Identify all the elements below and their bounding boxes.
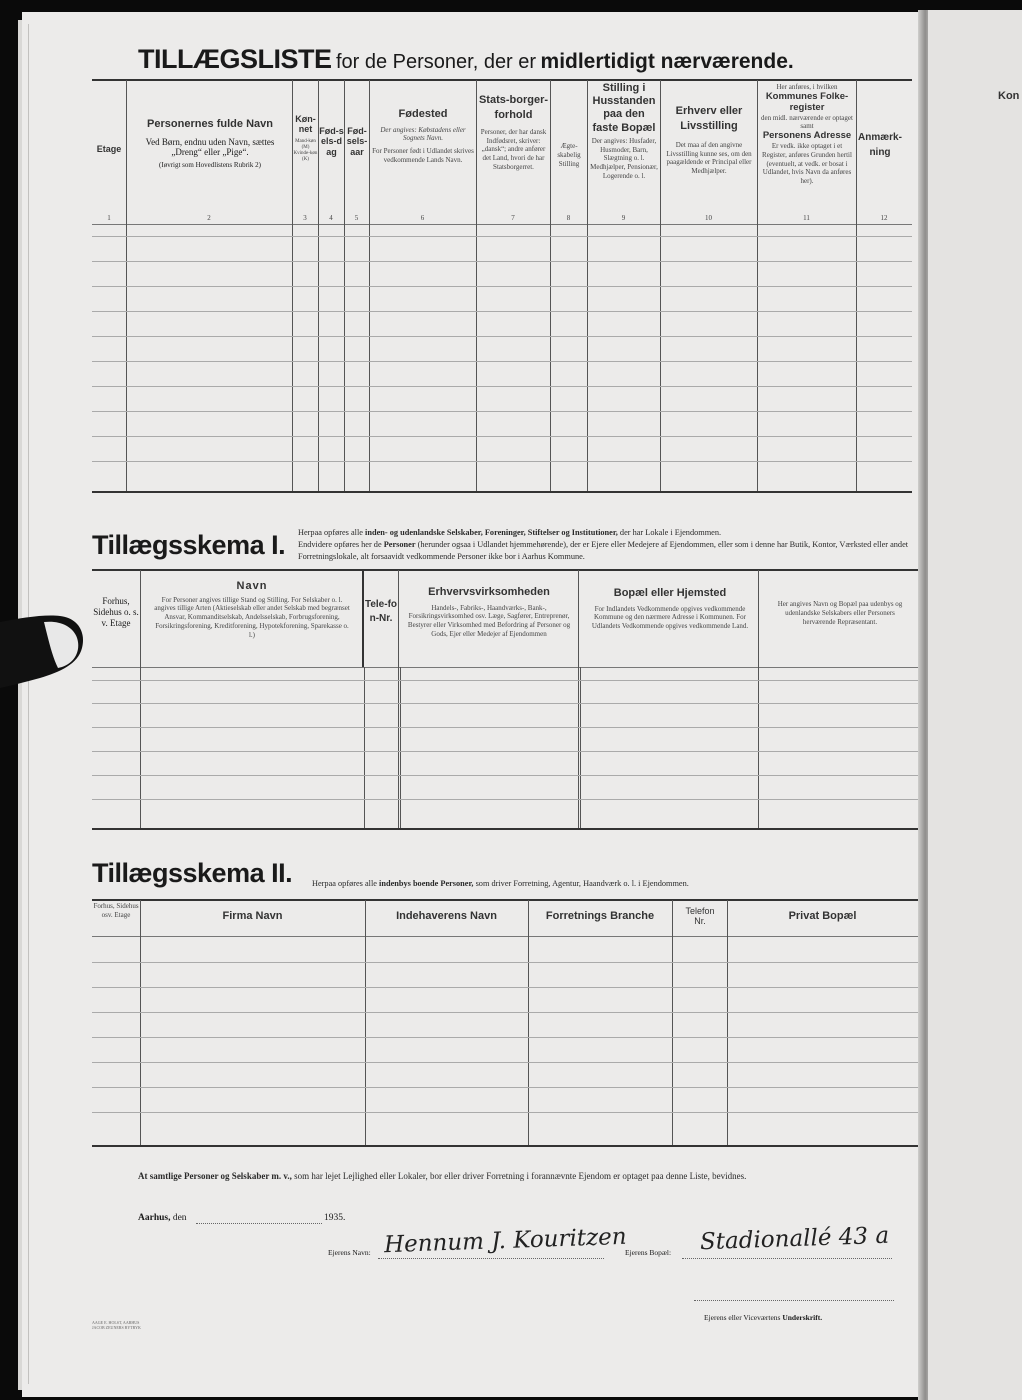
- row-line: [92, 775, 918, 776]
- skema1-col-residence-note: For Indlandets Vedkommende opgives vedkommende Kommune og den nærmere Adresse i Kommunen. For Udlandets Vedkommende opgives vedkommende Land.: [591, 604, 749, 631]
- col-address-pre2: Kommunes Folke-register: [765, 90, 849, 113]
- skema2-col-firm: Firma Navn: [222, 910, 283, 922]
- col-divider: [758, 570, 759, 828]
- date-blank: [196, 1223, 322, 1224]
- row-line: [92, 727, 918, 728]
- header-bottom-border: [92, 224, 912, 225]
- signature-label: Ejerens eller Viceværtens: [704, 1313, 781, 1322]
- skema1-col-phone: Tele-fon-Nr.: [364, 599, 398, 624]
- row-line: [92, 361, 912, 362]
- col-citizenship-note: Personer, der har dansk Indfødsret, skriver: „dansk“; andre anfører det Land, hvori de har Statsborgerret.: [480, 127, 547, 171]
- main-title-emph: midlertidigt nærværende.: [540, 50, 794, 73]
- row-line: [92, 236, 912, 237]
- col-divider: [727, 900, 728, 1145]
- skema1-col-representative: Her angives Navn og Bopæl paa udenbys og udenlandske Selskabers eller Personers herværende Repræsentant.: [777, 600, 903, 626]
- col-birthyear-heading: Fød-sels-aar: [346, 126, 368, 157]
- skema1-title: Tillægsskema I.: [92, 530, 286, 560]
- skema1-top-border: [92, 569, 918, 571]
- col-birthplace-note: Der angives: Købstadens eller Sognets Navn.: [380, 125, 466, 143]
- row-line: [92, 336, 912, 337]
- col-number: 3: [303, 214, 307, 222]
- col-number: 8: [566, 214, 571, 222]
- row-line: [92, 311, 912, 312]
- paper-edge-inner: [28, 24, 33, 1384]
- col-citizenship-header: [478, 93, 549, 172]
- row-line: [92, 386, 912, 387]
- skema1-col-name-header: [152, 580, 352, 639]
- col-sex-header: [293, 114, 318, 164]
- table-top-border: [92, 79, 912, 81]
- main-title-bold: TILLÆGSLISTE: [138, 44, 332, 74]
- row-line: [92, 962, 918, 963]
- col-birthplace-header: [372, 108, 474, 165]
- date-line: [138, 1213, 187, 1223]
- date-city: Aarhus,: [138, 1213, 171, 1223]
- col-household-header: [589, 82, 659, 181]
- skema2-col-private-address: Privat Bopæl: [788, 910, 857, 922]
- col-marital-note: Ægte-skabelig Stilling: [557, 142, 581, 168]
- owner-name-handwriting: Hennum J. Kouritzen: [383, 1223, 628, 1259]
- skema2-col-etage: Forhus, Sidehus osv. Etage: [93, 902, 139, 919]
- col-number: 4: [329, 214, 333, 222]
- col-divider: [578, 570, 579, 828]
- col-divider: [400, 667, 401, 828]
- skema1-intro-a: Herpaa opføres alle: [298, 528, 363, 537]
- owner-address-handwriting: Stadionallé 43 a: [699, 1222, 890, 1256]
- skema1-header-border: [92, 667, 918, 668]
- finger-image: [0, 612, 88, 688]
- owner-address-line: [682, 1258, 892, 1259]
- table-bottom-border: [92, 491, 912, 493]
- col-name-note2: (Iøvrigt som Hovedlistens Rubrik 2): [159, 161, 261, 170]
- col-divider: [672, 900, 673, 1145]
- row-line: [92, 261, 912, 262]
- row-line: [92, 703, 918, 704]
- skema2-title: Tillægsskema II.: [92, 858, 293, 888]
- skema2-intro-b: indenbys boende Personer,: [379, 879, 474, 888]
- row-line: [92, 1062, 918, 1063]
- col-occupation-note: Det maa af den angivne Livsstilling kunne ses, om den paagældende er Principal eller Medhjælper.: [666, 140, 752, 176]
- col-birthplace-note2: For Personer født i Udlandet skrives vedkommende Lands Navn.: [372, 147, 474, 164]
- col-divider: [364, 667, 365, 828]
- col-name-heading: Personernes fulde Navn: [147, 118, 273, 130]
- signature-label-bold: Underskrift.: [782, 1313, 823, 1322]
- col-household-note: Der angives: Husfader, Husmoder, Barn, Slægtning o. l. Medhjælper, Pensionær, Logerende o. l.: [590, 136, 658, 180]
- skema2-col-branch: Forretnings Branche: [545, 910, 655, 922]
- skema1-col-etage: Forhus, Sidehus o. s. v. Etage: [93, 596, 139, 628]
- col-number: 10: [705, 214, 712, 222]
- col-number: 9: [621, 214, 626, 222]
- col-address-heading: Personens Adresse: [762, 130, 852, 142]
- row-line: [92, 1037, 918, 1038]
- col-number: 5: [354, 214, 359, 222]
- col-remark-heading: Anmærk-ning: [858, 132, 902, 158]
- skema1-intro-e: Personer: [383, 540, 416, 549]
- col-occupation-header: [662, 104, 756, 176]
- skema2-col-owner: Indehaverens Navn: [396, 910, 497, 922]
- row-line: [92, 680, 918, 681]
- skema1-col-business-note: Handels-, Fabriks-, Haandværks-, Bank-, Forsikringsvirksomhed osv. Læge, Sagfører, Entreprenør, Bestyrer eller Virksomhed med Befordring af Personer og Gods, Ejer eller Medejer af Ejendommen: [407, 603, 571, 638]
- skema2-intro: [312, 878, 912, 890]
- row-line: [92, 1012, 918, 1013]
- skema1-col-business: Erhvervsvirksomheden: [428, 586, 550, 598]
- col-divider: [398, 570, 399, 828]
- facing-page: [928, 10, 1022, 1400]
- col-address-pre3: den midl. nærværende er optaget samt: [761, 113, 853, 131]
- skema2-intro-c: som driver Forretning, Agentur, Haandværk o. l. i Ejendommen.: [475, 879, 689, 888]
- col-name-note: Ved Børn, endnu uden Navn, sættes „Dreng“ eller „Pige“.: [145, 136, 275, 157]
- col-sex-heading: Køn-net: [295, 114, 316, 135]
- col-divider: [140, 900, 141, 1145]
- row-line: [92, 1087, 918, 1088]
- row-line: [92, 751, 918, 752]
- row-line: [92, 461, 912, 462]
- row-line: [92, 799, 918, 800]
- col-number: 6: [420, 214, 425, 222]
- col-address-header: [759, 83, 855, 186]
- col-birthday-heading: Fød-sels-dag: [319, 126, 344, 157]
- facing-page-fragment: Kon: [998, 90, 1020, 102]
- signature-line: [694, 1300, 894, 1301]
- col-number: 7: [511, 214, 515, 222]
- col-number: 11: [803, 214, 810, 222]
- skema1-bottom-border: [92, 828, 918, 830]
- skema1-col-business-header: [404, 586, 574, 639]
- col-address-pre: Her anføres, i hvilken: [776, 83, 838, 91]
- printer-imprint: AAGE E. HOLST, AARHUS JACOB ZEUNERS BYTRYK: [92, 1320, 141, 1331]
- skema2-col-phone: Telefon Nr.: [685, 906, 715, 927]
- col-number: 2: [207, 214, 211, 222]
- owner-name-line: [378, 1258, 604, 1259]
- row-line: [92, 436, 912, 437]
- skema1-intro-g: i denne har Butik, Kontor, Værksted eller andet Forretningslokale, alt forsaavidt vedkommende Personer ikke bor i Aarhus Kommune.: [298, 540, 909, 561]
- skema2-intro-a: Herpaa opføres alle: [312, 879, 377, 888]
- main-title: [138, 44, 794, 75]
- owner-name-label: Ejerens Navn:: [328, 1248, 371, 1257]
- skema1-intro-b: inden- og udenlandske Selskaber, Foreninger, Stiftelser og Institutioner,: [365, 528, 618, 537]
- attestation-bold: At samtlige Personer og Selskaber m. v.,: [138, 1171, 292, 1181]
- skema2-top-border: [92, 899, 918, 901]
- attestation-rest: som har lejet Lejlighed eller Lokaler, bor eller driver Forretning i forannævnte Ejendom er optaget paa denne Liste, bevidnes.: [294, 1171, 747, 1181]
- col-divider: [140, 570, 141, 828]
- col-number: 1: [107, 214, 111, 222]
- skema1-col-residence-header: [588, 587, 752, 631]
- date-year: 1935.: [324, 1213, 346, 1223]
- row-line: [92, 286, 912, 287]
- skema2-bottom-border: [92, 1145, 918, 1147]
- col-sex-note: Mand-køn (M) Kvinde-køn (K): [293, 138, 318, 163]
- col-citizenship-heading: Stats-borger-forhold: [478, 94, 549, 122]
- col-divider: [365, 900, 366, 1145]
- col-occupation-heading: Erhverv eller Livsstilling: [675, 105, 743, 133]
- row-line: [92, 411, 912, 412]
- skema1-col-name: Navn: [236, 580, 268, 592]
- col-name-header: [128, 118, 292, 169]
- row-line: [92, 1112, 918, 1113]
- col-divider: [528, 900, 529, 1145]
- col-etage-heading: Etage: [96, 144, 122, 154]
- date-den: den: [172, 1213, 187, 1223]
- attestation: [138, 1170, 918, 1182]
- row-line: [92, 987, 918, 988]
- col-household-heading: Stilling i Husstanden paa den faste Bopæl: [592, 82, 656, 134]
- owner-address-label: Ejerens Bopæl:: [625, 1248, 672, 1257]
- col-address-note: Er vedk. ikke optaget i et Register, anføres Grunden hertil (eventuelt, at vedk. er bosat i Udlandet, hvis Navn da anføres her).: [762, 142, 852, 186]
- skema1-intro: [298, 527, 918, 563]
- col-number: 12: [880, 214, 888, 222]
- main-title-rest: for de Personer, der er: [335, 51, 537, 73]
- col-birthplace-heading: Fødested: [398, 108, 448, 120]
- skema2-header-border: [92, 936, 918, 937]
- skema1-intro-f: (herunder ogsaa i Udlandet hjemmehørende), der er Ejere eller Medejere af Ejendommen, eller som: [417, 540, 749, 549]
- skema1-col-name-note: For Personer angives tillige Stand og Stilling. For Selskaber o. l. angives tillige Arten (Aktieselskab eller andet Selskab med begrænset Ansvar, Kommanditselskab, Andelsselskab, Forbrugsforening, Forsikringsforening, Kreditforening, Hypotekforening, Sparekasse o. l.): [154, 595, 350, 639]
- signature-caption: [704, 1313, 822, 1322]
- col-divider: [580, 667, 581, 828]
- skema1-col-residence: Bopæl eller Hjemsted: [613, 587, 727, 599]
- skema1-intro-c: der har Lokale i Ejendommen.: [619, 528, 722, 537]
- skema1-intro-d: Endvidere opføres her de: [298, 540, 382, 549]
